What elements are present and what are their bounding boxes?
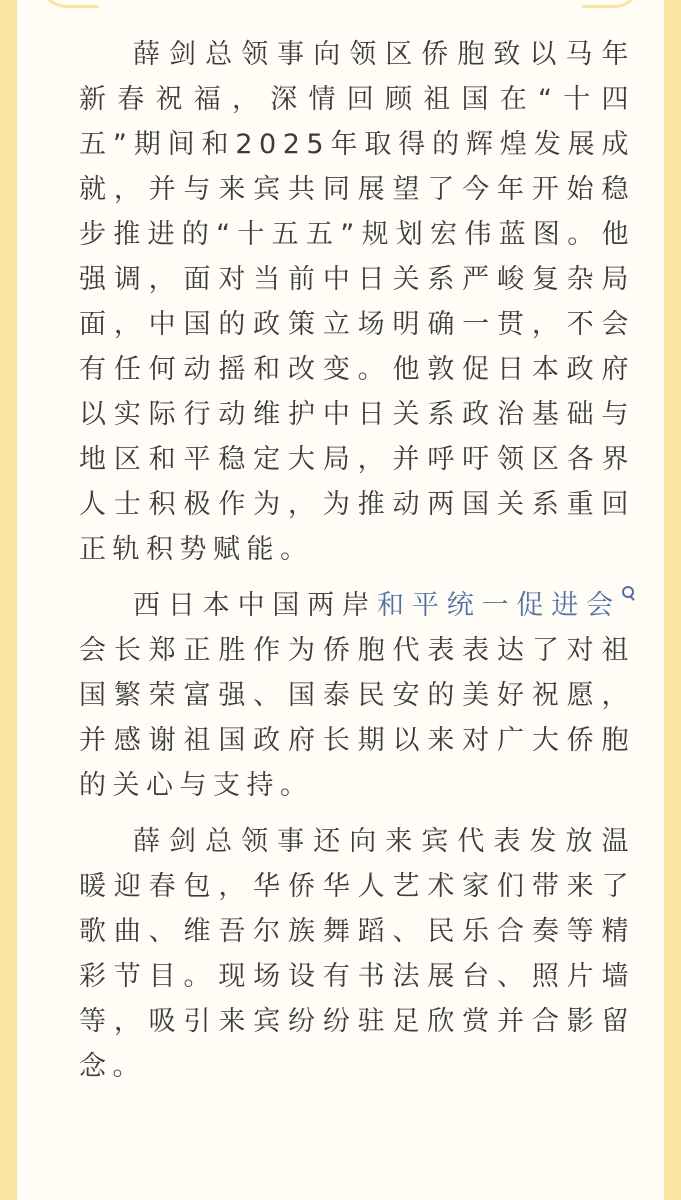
page-frame-left (0, 0, 17, 1200)
article-paragraph-1: 薛剑总领事向领区侨胞致以马年新春祝福，深情回顾祖国在“十四五”期间和2025年取得的辉煌发展成就，并与来宾共同展望了今年开始稳步推进的“十五五”规划宏伟蓝图。他强调，面对当前中日关系严峻复杂局面，中国的政策立场明确一贯，不会有任何动摇和改变。他敦促日本政府以实际行动维护中日关系政治基础与地区和平稳定大局，并呼吁领区各界人士积极作为，为推动两国关系重回正轨积势赋能。 (79, 39, 635, 565)
article-body (79, 32, 635, 1100)
card-corner-decoration-left (39, 0, 99, 8)
search-icon[interactable] (621, 586, 635, 600)
card-corner-decoration-right (582, 0, 642, 8)
article-paragraph-3: 薛剑总领事还向来宾代表发放温暖迎春包，华侨华人艺术家们带来了歌曲、维吾尔族舞蹈、民乐合奏等精彩节目。现场设有书法展台、照片墙等，吸引来宾纷纷驻足欣赏并合影留念。 (79, 826, 635, 1082)
paragraph-2-text-end: 会长郑正胜作为侨胞代表表达了对祖国繁荣富强、国泰民安的美好祝愿，并感谢祖国政府长期以来对广大侨胞的关心与支持。 (79, 635, 635, 801)
article-paragraph-2 (79, 583, 635, 808)
paragraph-2-text-start: 西日本中国两岸 (133, 590, 377, 621)
page-frame-right (664, 0, 681, 1200)
article-card (17, 0, 664, 1200)
association-search-link[interactable]: 和平统一促进会 (377, 590, 621, 621)
